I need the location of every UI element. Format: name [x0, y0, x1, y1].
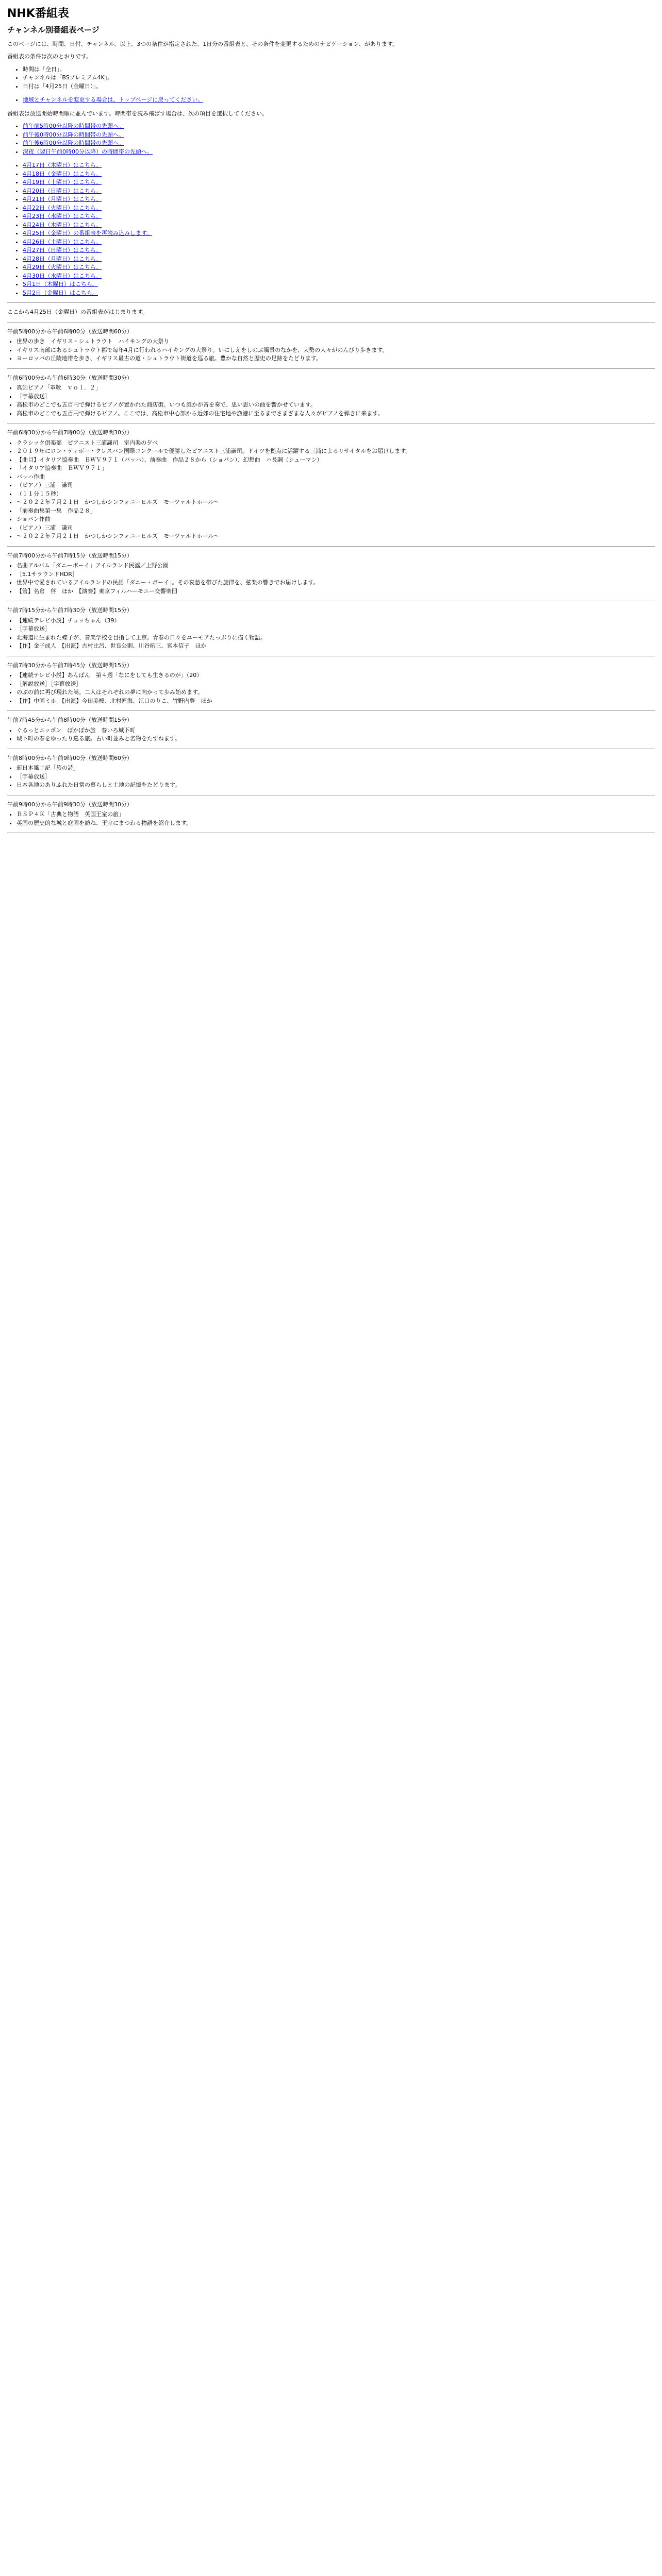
intro-text: このページには、時間、日付、チャンネル、以上、3つの条件が指定された、1日分の番組表と、その条件を変更するためのナビゲーション、があります。 [7, 40, 399, 47]
program-detail: • 【管】名倉 啓 ほか 【演奏】東京フィルハーモニー交響楽団 [16, 587, 655, 596]
program-detail: • 英国の歴史的な城と庭園を訪ね、王室にまつわる物語を紹介します。 [16, 819, 655, 828]
time-nav-list [7, 122, 655, 156]
program-detail-list [7, 384, 655, 418]
date-nav-link[interactable]: 4月23日（水曜日）はこちら。 [23, 213, 102, 219]
program-detail: • 高松市のどこでも五百円で弾けるピアノが置かれた商店街。いつも誰かが音を奏で、思い思いの曲を響かせています。 [16, 401, 655, 410]
divider [7, 710, 655, 711]
program-detail: • ［5.1サラウンドHDR］ [16, 570, 655, 579]
time-nav-link[interactable]: 前午後6時00分以降の時間帯の先頭へ。 [23, 140, 124, 146]
time-nav-item [23, 148, 655, 157]
program-detail-list [7, 617, 655, 651]
program-entry [7, 662, 655, 706]
program-detail: • ぐるっとニッポン ぽかぽか旅 春いろ城下町 [16, 726, 655, 735]
program-entry [7, 552, 655, 596]
date-nav-item [23, 195, 655, 204]
program-detail: • 【連続テレビ小説】チョッちゃん（39） [16, 617, 655, 625]
divider [7, 322, 655, 323]
program-detail-list [7, 337, 655, 363]
date-nav-link[interactable]: 4月28日（月曜日）はこちら。 [23, 255, 102, 262]
change-region-link[interactable]: 地域とチャンネルを変更する場合は、トップページに戻ってください。 [23, 96, 204, 103]
page-subtitle: チャンネル別番組表ページ [7, 25, 100, 35]
date-nav-link[interactable]: 5月2日（金曜日）はこちら。 [23, 289, 98, 296]
nav-intro: 番組表は放送開始時間順に並んでいます。時間帯を読み飛ばす場合は、次の項目を選択してください。 [7, 110, 268, 117]
program-entry [7, 328, 655, 363]
program-detail: • ２０１９年にロン・ティボー・クレスパン国際コンクールで優勝したピアニスト三浦謙司。ドイツを拠点に活躍する三浦によるリサイタルをお届けします。 [16, 447, 655, 456]
condition-item: • 時間は「全日」。 [23, 65, 655, 74]
program-detail: • 日本各地のありふれた日常の暮らしと土地の記憶をたどります。 [16, 781, 655, 790]
program-entry [7, 606, 655, 651]
date-nav-item [23, 263, 655, 272]
program-detail: • ［字幕放送］ [16, 773, 655, 782]
date-nav-list [7, 161, 655, 297]
time-nav-link[interactable]: 前午後0時00分以降の時間帯の先頭へ。 [23, 131, 124, 138]
program-detail: • ヨーロッパの丘陵地帯を歩き、イギリス最古の道・シュトラウト街道を巡る旅。豊かな自然と歴史の足跡をたどります。 [16, 354, 655, 363]
program-detail: • ～２０２２年７月２１日 かつしかシンフォニーヒルズ モーツァルトホール～ [16, 498, 655, 507]
date-nav-link[interactable]: 4月19日（土曜日）はこちら。 [23, 179, 102, 185]
program-detail: • ［字幕放送］ [16, 625, 655, 634]
condition-item: • 日付は「4月25日（金曜日）」。 [23, 82, 655, 91]
date-nav-link[interactable]: 4月26日（土曜日）はこちら。 [23, 238, 102, 245]
program-detail: • ＢＳＰ４Ｋ「古典と物語 英国王室の旅」 [16, 810, 655, 819]
program-detail: • 【作】中園ミホ 【出演】今田美桜、北村匠海、江口のりこ、竹野内豊 ほか [16, 697, 655, 706]
change-link-list [7, 96, 655, 105]
program-entry [7, 716, 655, 743]
time-nav-item [23, 139, 655, 148]
program-detail: • 世界の歩き イギリス・シュトラウト ハイキングの大祭り [16, 337, 655, 346]
program-detail: • 「イタリア協奏曲 ＢＷＶ９７１」 [16, 464, 655, 473]
program-detail: • 真剣ピアノ「革靴 ｖｏｌ．２」 [16, 384, 655, 393]
date-nav-item [23, 221, 655, 230]
date-nav-link[interactable]: 4月29日（火曜日）はこちら。 [23, 264, 102, 270]
time-nav-link[interactable]: 深夜（翌日午前0時00分以降）の時間帯の先頭へ。 [23, 148, 153, 155]
program-detail: • 【連続テレビ小説】あんぱん 第４週「なにをしても生きるのが」（20） [16, 671, 655, 680]
program-entry [7, 754, 655, 790]
program-detail: • 北海道に生まれた蝶子が、音楽学校を目指して上京。青春の日々をユーモアたっぷりに描く物語。 [16, 634, 655, 642]
program-time: 午前6時00分から午前6時30分（放送時間30分） [7, 374, 133, 381]
program-detail-list [7, 671, 655, 705]
program-detail: • ［字幕放送］ [16, 393, 655, 401]
program-detail: • 城下町の春をゆったり巡る旅。古い町並みと名物をたずねます。 [16, 735, 655, 743]
date-nav-link[interactable]: 4月22日（火曜日）はこちら。 [23, 204, 102, 211]
change-link-item [23, 96, 655, 105]
program-detail: • ～２０２２年７月２１日 かつしかシンフォニーヒルズ モーツァルトホール～ [16, 532, 655, 541]
date-nav-link[interactable]: 4月24日（木曜日）はこちら。 [23, 221, 102, 228]
program-detail: • ［解説放送］［字幕放送］ [16, 680, 655, 689]
time-nav-item [23, 131, 655, 140]
date-nav-item [23, 178, 655, 187]
program-detail: • ショパン作曲 [16, 515, 655, 524]
program-detail-list [7, 764, 655, 790]
date-nav-item [23, 280, 655, 289]
date-nav-item [23, 212, 655, 221]
divider [7, 302, 655, 303]
program-time: 午前7時30分から午前7時45分（放送時間15分） [7, 662, 133, 669]
program-detail: • 【作】金子成人 【出演】古村比呂、世良公則、川谷拓三、宮本信子 ほか [16, 642, 655, 651]
date-nav-item [23, 238, 655, 247]
program-detail: • （ピアノ）三浦 謙司 [16, 481, 655, 490]
program-detail: • 世界中で愛されているアイルランドの民謡「ダニー・ボーイ」。その哀愁を帯びた旋律を、弦楽の響きでお届けします。 [16, 579, 655, 587]
program-detail: • バッハ作曲 [16, 473, 655, 482]
program-time: 午前8時00分から午前9時00分（放送時間60分） [7, 754, 133, 761]
date-nav-item [23, 204, 655, 213]
program-detail-list [7, 810, 655, 827]
date-nav-item [23, 289, 655, 298]
program-detail-list [7, 439, 655, 541]
date-nav-link[interactable]: 4月27日（日曜日）はこちら。 [23, 247, 102, 253]
date-nav-item [23, 170, 655, 179]
program-list [7, 328, 655, 2576]
program-time: 午前6時30分から午前7時00分（放送時間30分） [7, 429, 133, 436]
program-time: 午前5時00分から午前6時00分（放送時間60分） [7, 328, 133, 335]
date-nav-link[interactable]: 4月25日（金曜日）の番組表を再読み込みします。 [23, 230, 153, 236]
conditions-list [7, 65, 655, 91]
program-detail: • （ピアノ）三浦 謙司 [16, 524, 655, 533]
program-detail: • イギリス南部にあるシュトラウト郡で毎年4月に行われるハイキングの大祭り。いにしえをしのぶ風景のなかを、大勢の人々がのんびり歩きます。 [16, 346, 655, 355]
program-entry [7, 801, 655, 828]
date-nav-link[interactable]: 5月1日（木曜日）はこちら。 [23, 281, 98, 287]
date-nav-item [23, 255, 655, 264]
program-time: 午前7時15分から午前7時30分（放送時間15分） [7, 607, 133, 614]
schedule-heading: ここから4月25日（金曜日）の番組表がはじまります。 [7, 309, 148, 315]
date-nav-item [23, 187, 655, 196]
program-detail: • 新日本風土記「旅の詩」 [16, 764, 655, 773]
program-detail-list [7, 726, 655, 743]
program-detail: • 名曲アルバム「ダニーボーイ」アイルランド民謡／上野公園 [16, 562, 655, 570]
date-nav-item [23, 246, 655, 255]
date-nav-item [23, 229, 655, 238]
date-nav-item [23, 272, 655, 281]
program-entry [7, 429, 655, 541]
program-detail: • 高松市のどこでも五百円で弾けるピアノ。ここでは、高松市中心部から近郊の住宅地や漁港に至るまでさまざまな人々がピアノを弾きに来ます。 [16, 410, 655, 418]
program-time: 午前9時00分から午前9時30分（放送時間30分） [7, 801, 133, 808]
program-time: 午前7時45分から午前8時00分（放送時間15分） [7, 717, 133, 723]
date-nav-link[interactable]: 4月20日（日曜日）はこちら。 [23, 187, 102, 194]
conditions-heading: 番組表の条件は次のとおりです。 [7, 53, 92, 60]
date-nav-link[interactable]: 4月21日（月曜日）はこちら。 [23, 196, 102, 202]
date-nav-link[interactable]: 4月30日（水曜日）はこちら。 [23, 272, 102, 279]
program-detail: • のぶの前に再び現れた嵩。二人はそれぞれの夢に向かって歩み始めます。 [16, 688, 655, 697]
divider [7, 546, 655, 547]
condition-item: • チャンネルは「BSプレミアム4K」。 [23, 74, 655, 82]
program-entry [7, 374, 655, 418]
divider [7, 368, 655, 369]
program-detail-list [7, 562, 655, 596]
page-title: NHK番組表 [7, 7, 69, 20]
program-detail: • クラシック倶楽部 ピアニスト三浦謙司 室内楽の夕べ [16, 439, 655, 448]
program-detail: • 【曲目】イタリア協奏曲 ＢＷＶ９７１（バッハ）、前奏曲 作品２８から（ショパン）、幻想曲 ハ長調（シューマン） [16, 456, 655, 465]
date-nav-item [23, 161, 655, 170]
program-detail: • （１１分１５秒） [16, 490, 655, 499]
program-time: 午前7時00分から午前7時15分（放送時間15分） [7, 552, 133, 559]
time-nav-item [23, 122, 655, 131]
program-detail: • 「前奏曲集第一集 作品２８」 [16, 507, 655, 516]
date-nav-link[interactable]: 4月17日（木曜日）はこちら。 [23, 162, 102, 168]
time-nav-link[interactable]: 前午前5時00分以降の時間帯の先頭へ。 [23, 123, 124, 129]
date-nav-link[interactable]: 4月18日（金曜日）はこちら。 [23, 170, 102, 177]
